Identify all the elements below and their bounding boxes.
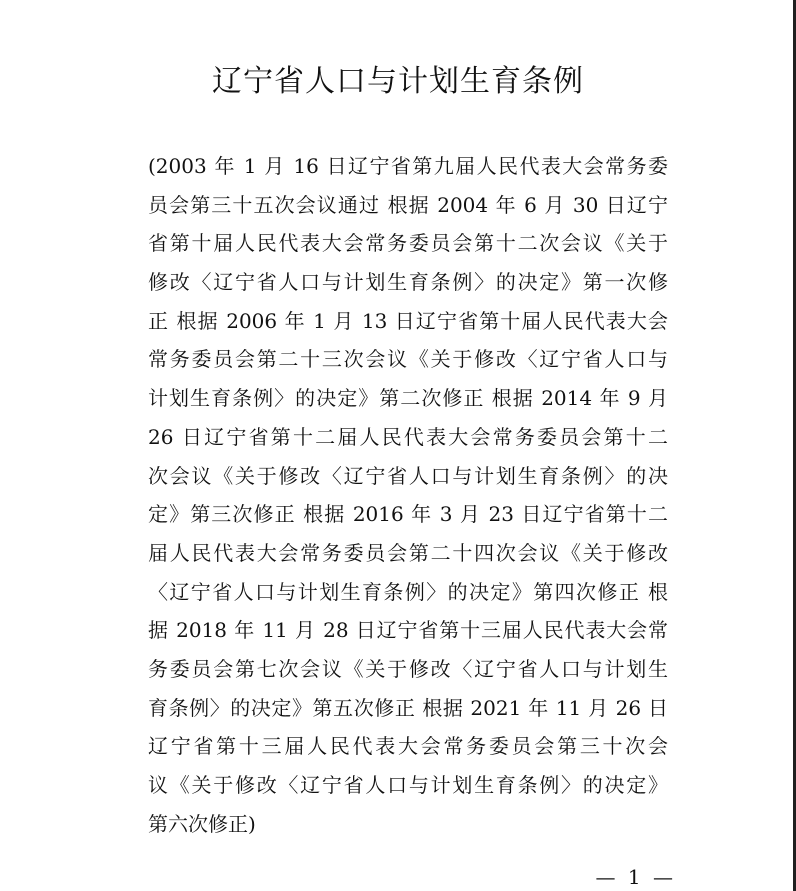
preamble-line: 育条例〉的决定》第五次修正 根据 2021 年 11 月 26 日 — [148, 695, 668, 720]
preamble-line: 修改〈辽宁省人口与计划生育条例〉的决定》第一次修 — [148, 270, 668, 295]
preamble-line: 常务委员会第二十三次会议《关于修改〈辽宁省人口与 — [148, 347, 668, 372]
preamble-line: 正 根据 2006 年 1 月 13 日辽宁省第十届人民代表大会 — [148, 308, 668, 333]
preamble-line: 届人民代表大会常务委员会第二十四次会议《关于修改 — [148, 540, 668, 565]
preamble-paragraph — [148, 147, 668, 843]
page-number: — 1 — — [595, 865, 676, 889]
preamble-line: 员会第三十五次会议通过 根据 2004 年 6 月 30 日辽宁 — [148, 192, 668, 217]
preamble-line: 辽宁省第十三届人民代表大会常务委员会第三十次会 — [148, 734, 668, 759]
preamble-line: 次会议《关于修改〈辽宁省人口与计划生育条例〉的决 — [148, 463, 668, 488]
preamble-line: 省第十届人民代表大会常务委员会第十二次会议《关于 — [148, 231, 668, 256]
preamble-line: 计划生育条例〉的决定》第二次修正 根据 2014 年 9 月 — [148, 386, 668, 411]
preamble-line: 〈辽宁省人口与计划生育条例〉的决定》第四次修正 根 — [148, 579, 668, 604]
preamble-line: 第六次修正) — [148, 811, 256, 836]
document-title: 辽宁省人口与计划生育条例 — [212, 64, 584, 99]
preamble-line: 据 2018 年 11 月 28 日辽宁省第十三届人民代表大会常 — [148, 618, 668, 643]
preamble-line: 议《关于修改〈辽宁省人口与计划生育条例〉的决定》 — [148, 773, 668, 797]
preamble-line: 定》第三次修正 根据 2016 年 3 月 23 日辽宁省第十二 — [148, 502, 668, 527]
preamble-line: (2003 年 1 月 16 日辽宁省第九届人民代表大会常务委 — [148, 154, 668, 178]
preamble-line: 务委员会第七次会议《关于修改〈辽宁省人口与计划生 — [148, 656, 668, 681]
preamble-line: 26 日辽宁省第十二届人民代表大会常务委员会第十二 — [148, 424, 668, 449]
